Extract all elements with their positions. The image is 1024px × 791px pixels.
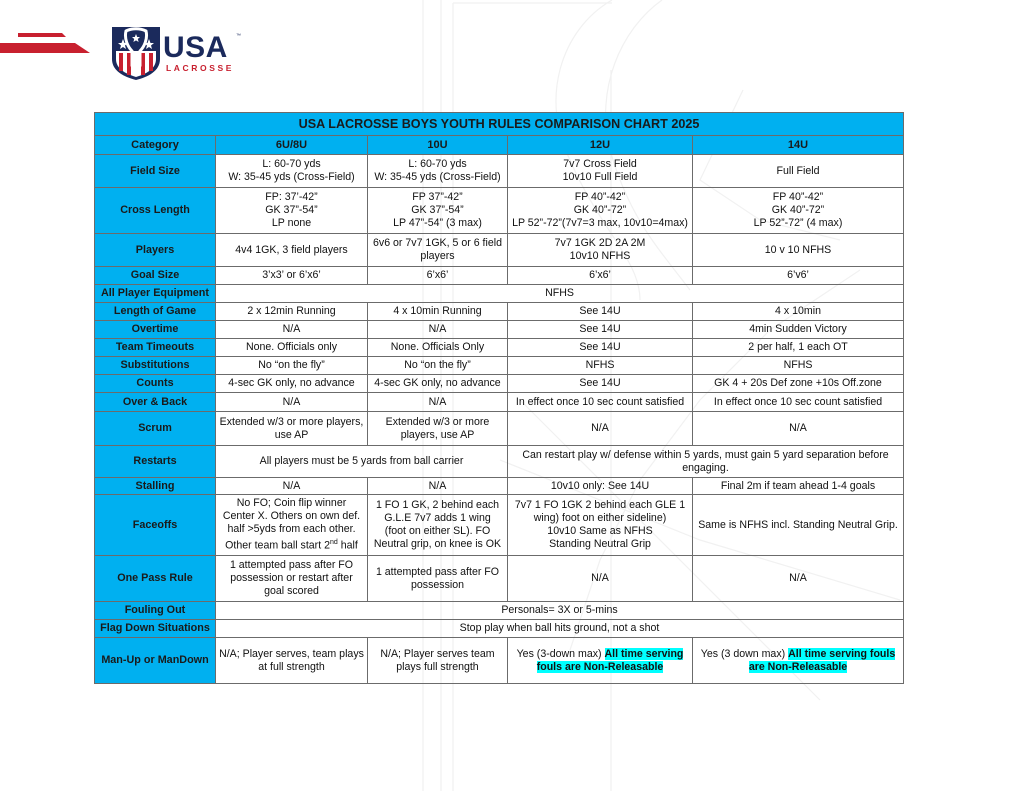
logo-lacrosse-text: LACROSSE [166, 63, 235, 73]
cell-10u: N/A [368, 478, 508, 495]
table-row-faceoffs [95, 495, 904, 556]
cell-12u: 7v7 1GK 2D 2A 2M 10v10 NFHS [508, 234, 693, 267]
highlighted-text: All time serving fouls are Non-Releasable [748, 647, 896, 673]
row-label: All Player Equipment [95, 285, 216, 303]
row-label: Players [95, 234, 216, 267]
column-header-12u: 12U [508, 136, 693, 155]
cell-6u8u: No FO; Coin flip winner Center X. Others on own def. half >5yds from each other. Other team ball start 2nd half [216, 495, 368, 556]
cell-10u: 1 FO 1 GK, 2 behind each G.L.E 7v7 adds 1 wing (foot on either SL). FO Neutral grip, on knee is OK [368, 495, 508, 556]
table-row-goal-size [95, 267, 904, 285]
table-row-field-size [95, 155, 904, 188]
cell-12u: In effect once 10 sec count satisfied [508, 393, 693, 412]
cell-12u: 10v10 only: See 14U [508, 478, 693, 495]
cell-12u: See 14U [508, 375, 693, 393]
cell-6u8u: N/A [216, 478, 368, 495]
logo-stripes [0, 30, 100, 58]
table-row-restarts [95, 446, 904, 478]
cell-14u: 4 x 10min [693, 303, 904, 321]
cell-12u: Yes (3-down max) All time serving fouls are Non-Releasable [508, 638, 693, 684]
cell-12u: See 14U [508, 303, 693, 321]
cell-6u8u: N/A [216, 321, 368, 339]
column-header-category: Category [95, 136, 216, 155]
cell-12u: N/A [508, 556, 693, 602]
row-label: Faceoffs [95, 495, 216, 556]
table-row-overtime [95, 321, 904, 339]
cell-10u: 6v6 or 7v7 1GK, 5 or 6 field players [368, 234, 508, 267]
row-label: Man-Up or ManDown [95, 638, 216, 684]
cell-14u: Yes (3 down max) All time serving fouls are Non-Releasable [693, 638, 904, 684]
cell-12u: NFHS [508, 357, 693, 375]
row-label: Flag Down Situations [95, 620, 216, 638]
cell-10u: N/A [368, 393, 508, 412]
cell-14u: Full Field [693, 155, 904, 188]
table-row-flag-down [95, 620, 904, 638]
table-row-scrum [95, 412, 904, 446]
rules-comparison-table [94, 112, 904, 684]
table-row-fouling-out [95, 602, 904, 620]
cell-14u: 2 per half, 1 each OT [693, 339, 904, 357]
cell-12u: FP 40”-42” GK 40”-72” LP 52”-72”(7v7=3 max, 10v10=4max) [508, 188, 693, 234]
cell-6u8u: 4v4 1GK, 3 field players [216, 234, 368, 267]
table-row-counts [95, 375, 904, 393]
cell-14u: N/A [693, 412, 904, 446]
cell-12u: N/A [508, 412, 693, 446]
row-label: Length of Game [95, 303, 216, 321]
cell-10u: None. Officials Only [368, 339, 508, 357]
cell-6u8u: FP: 37’-42” GK 37”-54” LP none [216, 188, 368, 234]
table-row-length-of-game [95, 303, 904, 321]
cell-12u: 7v7 Cross Field 10v10 Full Field [508, 155, 693, 188]
cell-14u: FP 40”-42” GK 40”-72” LP 52”-72” (4 max) [693, 188, 904, 234]
cell-10u: L: 60-70 yds W: 35-45 yds (Cross-Field) [368, 155, 508, 188]
cell-14u: 10 v 10 NFHS [693, 234, 904, 267]
table-row-players [95, 234, 904, 267]
row-label: Cross Length [95, 188, 216, 234]
logo-usa-text: USA [163, 31, 228, 64]
cell-12u: 7v7 1 FO 1GK 2 behind each GLE 1 wing) foot on either sideline) 10v10 Same as NFHS Standing Neutral Grip [508, 495, 693, 556]
cell-10u: 4-sec GK only, no advance [368, 375, 508, 393]
cell-14u: 6’v6’ [693, 267, 904, 285]
cell-all-ages: NFHS [216, 285, 904, 303]
cell-10u: 6’x6’ [368, 267, 508, 285]
column-header-6u8u: 6U/8U [216, 136, 368, 155]
row-label: Field Size [95, 155, 216, 188]
table-title-row [95, 113, 904, 136]
table-row-man-up [95, 638, 904, 684]
row-label: Counts [95, 375, 216, 393]
row-label: Fouling Out [95, 602, 216, 620]
cell-6u8u: No “on the fly” [216, 357, 368, 375]
table-row-substitutions [95, 357, 904, 375]
row-label: Stalling [95, 478, 216, 495]
row-label: Over & Back [95, 393, 216, 412]
table-row-over-and-back [95, 393, 904, 412]
table-row-one-pass-rule [95, 556, 904, 602]
cell-12u: 6’x6’ [508, 267, 693, 285]
cell-14u: In effect once 10 sec count satisfied [693, 393, 904, 412]
cell-10u: N/A [368, 321, 508, 339]
usa-lacrosse-shield-logo [110, 25, 162, 81]
cell-14u: GK 4 + 20s Def zone +10s Off.zone [693, 375, 904, 393]
cell-12u-14u: Can restart play w/ defense within 5 yards, must gain 5 yard separation before engaging. [508, 446, 904, 478]
table-row-equipment [95, 285, 904, 303]
cell-6u8u: Extended w/3 or more players, use AP [216, 412, 368, 446]
cell-6u8u-10u: All players must be 5 yards from ball carrier [216, 446, 508, 478]
row-label: Goal Size [95, 267, 216, 285]
row-label: One Pass Rule [95, 556, 216, 602]
table-row-stalling [95, 478, 904, 495]
cell-12u: See 14U [508, 339, 693, 357]
cell-12u: See 14U [508, 321, 693, 339]
cell-10u: 4 x 10min Running [368, 303, 508, 321]
cell-10u: FP 37”-42” GK 37”-54” LP 47”-54” (3 max) [368, 188, 508, 234]
cell-10u: No “on the fly” [368, 357, 508, 375]
cell-6u8u: N/A [216, 393, 368, 412]
cell-6u8u: 3’x3’ or 6’x6’ [216, 267, 368, 285]
cell-10u: N/A; Player serves team plays full strength [368, 638, 508, 684]
table-row-team-timeouts [95, 339, 904, 357]
row-label: Scrum [95, 412, 216, 446]
logo-trademark: ™ [236, 33, 241, 39]
cell-all-ages: Personals= 3X or 5-mins [216, 602, 904, 620]
highlighted-text: All time serving fouls are Non-Releasable [536, 647, 684, 673]
cell-6u8u: N/A; Player serves, team plays at full strength [216, 638, 368, 684]
cell-10u: Extended w/3 or more players, use AP [368, 412, 508, 446]
column-header-14u: 14U [693, 136, 904, 155]
cell-6u8u: 1 attempted pass after FO possession or restart after goal scored [216, 556, 368, 602]
column-header-10u: 10U [368, 136, 508, 155]
table-row-cross-length [95, 188, 904, 234]
cell-all-ages: Stop play when ball hits ground, not a shot [216, 620, 904, 638]
cell-6u8u: L: 60-70 yds W: 35-45 yds (Cross-Field) [216, 155, 368, 188]
cell-14u: NFHS [693, 357, 904, 375]
cell-14u: 4min Sudden Victory [693, 321, 904, 339]
row-label: Team Timeouts [95, 339, 216, 357]
row-label: Overtime [95, 321, 216, 339]
cell-10u: 1 attempted pass after FO possession [368, 556, 508, 602]
cell-6u8u: None. Officials only [216, 339, 368, 357]
row-label: Substitutions [95, 357, 216, 375]
cell-6u8u: 4-sec GK only, no advance [216, 375, 368, 393]
column-header-row [95, 136, 904, 155]
cell-6u8u: 2 x 12min Running [216, 303, 368, 321]
cell-14u: Final 2m if team ahead 1-4 goals [693, 478, 904, 495]
cell-14u: Same is NFHS incl. Standing Neutral Grip. [693, 495, 904, 556]
row-label: Restarts [95, 446, 216, 478]
cell-14u: N/A [693, 556, 904, 602]
table-title: USA LACROSSE BOYS YOUTH RULES COMPARISON CHART 2025 [95, 113, 904, 136]
